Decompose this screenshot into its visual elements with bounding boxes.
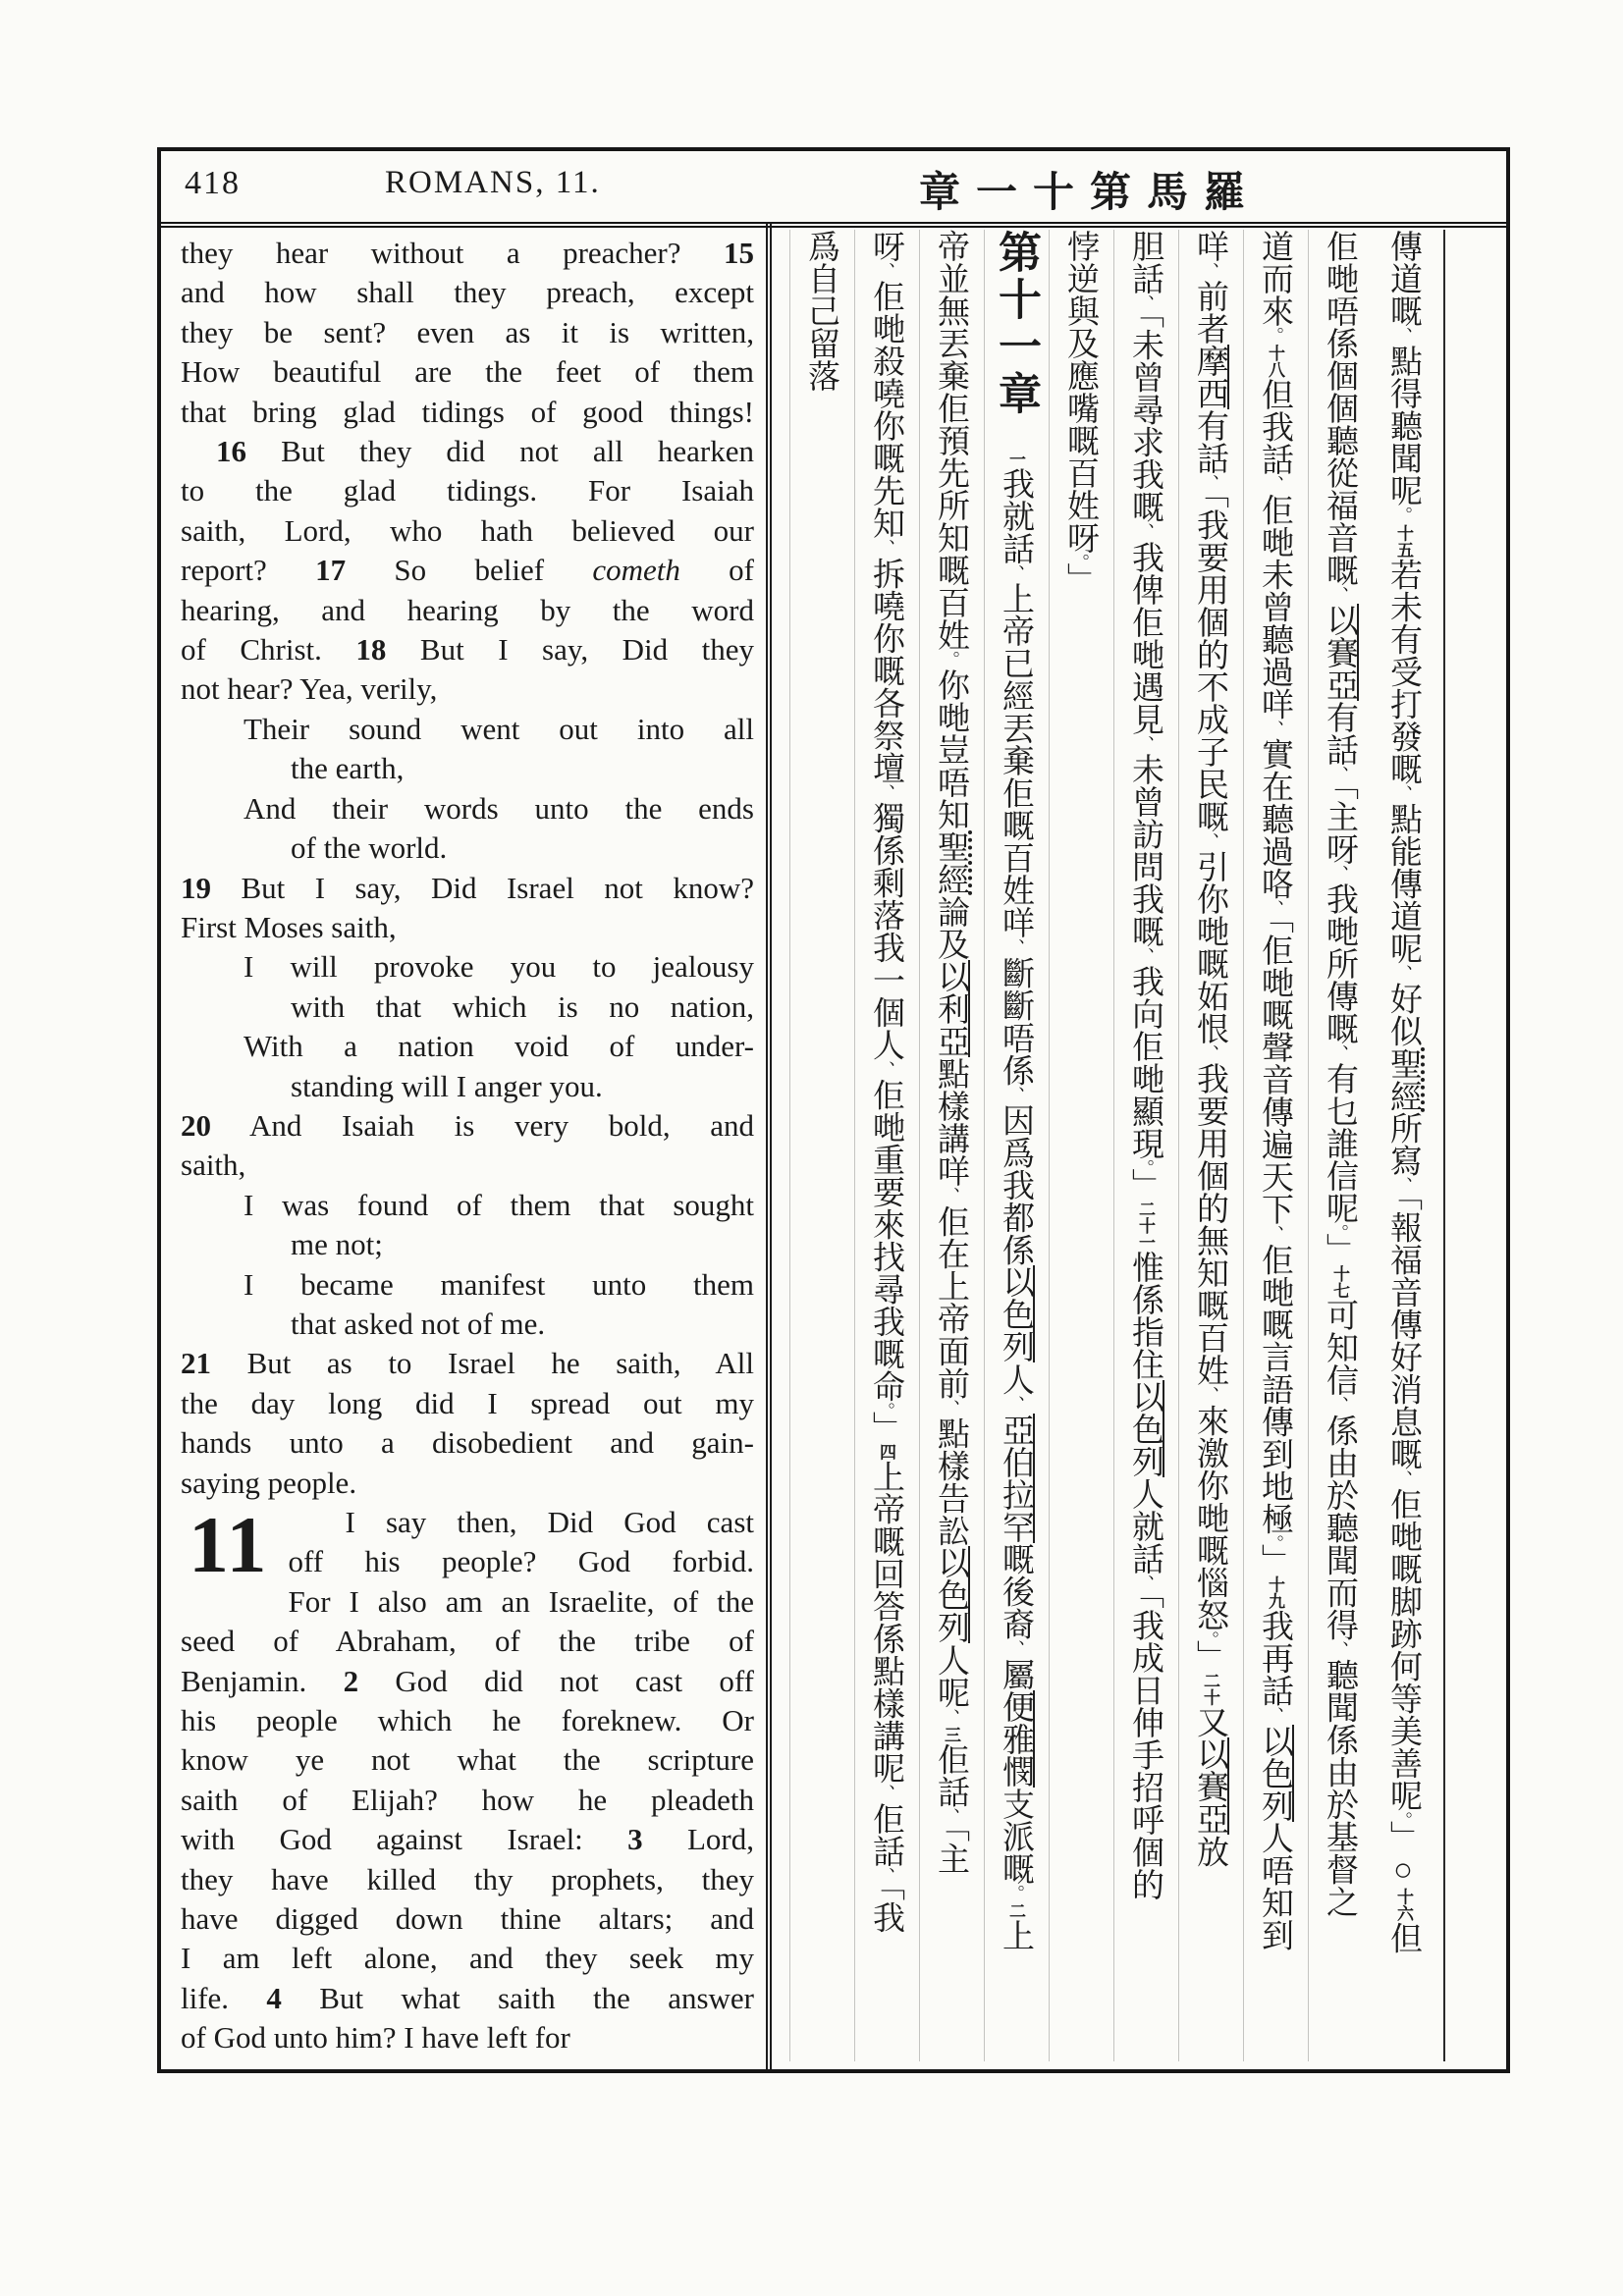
english-line: not hear? Yea, verily,: [181, 671, 438, 707]
english-line: I say then, Did God cast: [345, 1505, 754, 1539]
english-line: they be sent? even as it is written,: [181, 314, 754, 349]
english-line: they hear without a preacher? 15: [181, 236, 754, 270]
english-line: First Moses saith,: [181, 909, 397, 944]
english-line: 20 And Isaiah is very bold, and: [181, 1107, 754, 1143]
english-line: For I also am an Israelite, of the: [288, 1583, 754, 1619]
english-line: saith of Elijah? how he pleadeth: [181, 1782, 754, 1817]
english-line: 16 But they did not all hearken: [216, 434, 754, 469]
english-line: seed of Abraham, of the tribe of: [181, 1624, 754, 1659]
english-line: Their sound went out into all: [243, 711, 754, 746]
english-line: of Christ. 18 But I say, Did they: [181, 632, 754, 667]
chinese-column: 胆話、「未曾尋求我嘅、我俾佢哋遇見、未曾訪問我嘅、我向佢哋顯現。」二十一惟係指住以色列人就話、「我成日伸手招呼個的: [1113, 230, 1175, 2061]
english-line: saying people.: [181, 1465, 357, 1500]
english-line: 19 But I say, Did Israel not know?: [181, 870, 754, 905]
chinese-column: 傳道嘅、點得聽聞呢。十五若未有受打發嘅、點能傳道呢、好似聖經所寫、「報福音傳好消息嘅、佢哋嘅脚跡何等美善呢。」○十六但: [1373, 230, 1434, 2061]
page-number: 418: [185, 165, 241, 201]
english-line: off his people? God forbid.: [288, 1544, 754, 1579]
running-title-english: ROMANS, 11.: [385, 165, 601, 200]
english-line: of the world.: [291, 830, 448, 866]
page-header: [161, 151, 1506, 228]
english-line: with God against Israel: 3 Lord,: [181, 1822, 754, 1857]
english-line: life. 4 But what saith the answer: [181, 1980, 754, 2015]
english-line: 21 But as to Israel he saith, All: [181, 1346, 754, 1381]
english-line: the earth,: [291, 751, 405, 786]
chinese-column: 悖逆與及應嘴嘅百姓呀。」: [1049, 230, 1110, 2061]
chapter-dropcap: 11: [189, 1500, 269, 1589]
chinese-column: 道而來。十八但我話、佢哋未曾聽過咩、實在聽過咯、「佢哋嘅聲音傳遍天下、佢哋嘅言語傳到地極。」十九我再話、以色列人唔知到: [1243, 230, 1305, 2061]
english-line: Benjamin. 2 God did not cast off: [181, 1663, 754, 1698]
chinese-half: [772, 222, 1506, 2069]
chinese-column: 爲自己留落: [789, 230, 851, 2061]
english-line: to the glad tidings. For Isaiah: [181, 473, 754, 508]
english-line: his people which he foreknew. Or: [181, 1703, 754, 1738]
english-line: I am left alone, and they seek my: [181, 1941, 754, 1976]
english-line: I was found of them that sought: [243, 1187, 754, 1222]
chapter-block: [181, 1500, 754, 2058]
english-line: How beautiful are the feet of them: [181, 354, 754, 390]
chinese-column: 呀、佢哋殺嘵你嘅先知、拆嘵你嘅各祭壇、獨係剩落我一個人、佢哋重要來找尋我嘅命。」四上帝嘅回答係點樣講呢、佢話、「我: [854, 230, 916, 2061]
english-line: With a nation void of under-: [243, 1029, 754, 1064]
english-lines-top: [181, 234, 754, 1503]
chinese-column: 咩、前者摩西有話、「我要用個的不成子民嘅、引你哋嘅妬恨、我要用個的無知嘅百姓、來激你哋嘅惱怒。」二十又以賽亞放: [1178, 230, 1240, 2061]
chinese-column: 佢哋唔係個個聽從福音嘅、以賽亞有話、「主呀、我哋所傳嘅、有乜誰信呢。」十七可知信、係由於聽聞而得、聽聞係由於基督之: [1308, 230, 1370, 2061]
english-line: and how shall they preach, except: [181, 275, 754, 310]
english-line: that asked not of me.: [291, 1306, 546, 1341]
scanned-page: [157, 147, 1510, 2073]
english-line: the day long did I spread out my: [181, 1385, 754, 1420]
english-line: saith, Lord, who hath believed our: [181, 512, 754, 548]
english-line: know ye not what the scripture: [181, 1742, 754, 1778]
running-title-chinese: 章一十第馬羅: [918, 171, 1261, 216]
english-line: And their words unto the ends: [243, 790, 754, 826]
english-line: report? 17 So belief cometh of: [181, 553, 755, 588]
english-line: me not;: [291, 1227, 383, 1262]
english-text-column: [161, 222, 772, 2069]
page-body: [161, 222, 1506, 2069]
chinese-text-column: [780, 230, 1445, 2061]
english-line: that bring glad tidings of good things!: [181, 394, 754, 429]
english-line: of God unto him? I have left for: [181, 2020, 570, 2056]
english-line: hearing, and hearing by the word: [181, 592, 754, 627]
english-line: with that which is no nation,: [291, 988, 754, 1024]
english-line: saith,: [181, 1148, 246, 1183]
english-line: I became manifest unto them: [243, 1266, 754, 1302]
english-line: have digged down thine altars; and: [181, 1901, 754, 1937]
chinese-column: 第十一章 一我就話、上帝已經丟棄佢嘅百姓咩、斷斷唔係、因爲我都係以色列人、亞伯拉罕嘅後裔、屬便雅憫支派嘅。二上: [984, 230, 1046, 2061]
english-line: standing will I anger you.: [291, 1068, 603, 1103]
english-line: they have killed thy prophets, they: [181, 1861, 754, 1896]
english-line: I will provoke you to jealousy: [243, 949, 754, 985]
chinese-column: 帝並無丟棄佢預先所知嘅百姓。你哋豈唔知聖經論及以利亞點樣講咩、佢在上帝面前、點樣告訟以色列人呢、三佢話、「主: [919, 230, 981, 2061]
english-line: hands unto a disobedient and gain-: [181, 1425, 754, 1461]
